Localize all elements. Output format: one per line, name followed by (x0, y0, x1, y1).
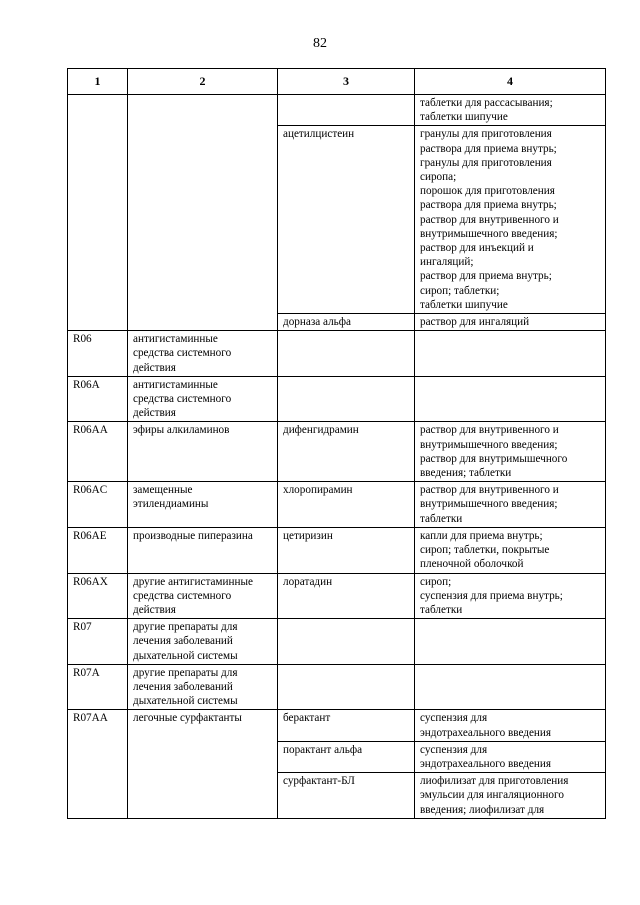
drug-name-cell: лоратадин (278, 573, 415, 619)
drug-table (67, 68, 606, 819)
atc-code-cell: R06AA (68, 422, 128, 482)
drug-name-cell: сурфактант-БЛ (278, 773, 415, 819)
atc-code-cell: R07A (68, 664, 128, 710)
dosage-forms-cell: таблетки для рассасывания; таблетки шипучие (415, 95, 606, 126)
drug-name-cell (278, 376, 415, 422)
table-header-row (68, 69, 606, 95)
drug-name-cell: порактант альфа (278, 741, 415, 772)
table-row (68, 95, 606, 126)
dosage-forms-cell: гранулы для приготовления раствора для приема внутрь; гранулы для приготовления сиропа; порошок для приготовления раствора для приема внутрь; раствор для внутривенного и внутримышечного введения; раствор для инъекций и ингаляций; раствор для приема внутрь; сироп; таблетки; таблетки шипучие (415, 126, 606, 314)
atc-code-cell: R06AX (68, 573, 128, 619)
dosage-forms-cell: сироп; суспензия для приема внутрь; таблетки (415, 573, 606, 619)
table-row (68, 331, 606, 377)
table-row (68, 710, 606, 741)
drug-name-cell (278, 331, 415, 377)
group-name-cell: антигистаминные средства системного действия (128, 376, 278, 422)
dosage-forms-cell (415, 664, 606, 710)
table-row (68, 376, 606, 422)
dosage-forms-cell (415, 619, 606, 665)
group-name-cell: легочные сурфактанты (128, 710, 278, 818)
drug-name-cell: дорназа альфа (278, 314, 415, 331)
table-row (68, 527, 606, 573)
atc-code-cell: R06 (68, 331, 128, 377)
dosage-forms-cell: лиофилизат для приготовления эмульсии для ингаляционного введения; лиофилизат для (415, 773, 606, 819)
column-header: 2 (128, 69, 278, 95)
atc-code-cell (68, 95, 128, 331)
group-name-cell: производные пиперазина (128, 527, 278, 573)
dosage-forms-cell: раствор для внутривенного и внутримышечного введения; таблетки (415, 482, 606, 528)
drug-name-cell (278, 664, 415, 710)
table-row (68, 482, 606, 528)
group-name-cell: замещенные этилендиамины (128, 482, 278, 528)
dosage-forms-cell: раствор для внутривенного и внутримышечного введения; раствор для внутримышечного введения; таблетки (415, 422, 606, 482)
dosage-forms-cell (415, 376, 606, 422)
group-name-cell: другие препараты для лечения заболеваний дыхательной системы (128, 619, 278, 665)
dosage-forms-cell: капли для приема внутрь; сироп; таблетки, покрытые пленочной оболочкой (415, 527, 606, 573)
drug-name-cell: ацетилцистеин (278, 126, 415, 314)
drug-name-cell: берактант (278, 710, 415, 741)
group-name-cell: другие препараты для лечения заболеваний дыхательной системы (128, 664, 278, 710)
column-header: 1 (68, 69, 128, 95)
atc-code-cell: R06AE (68, 527, 128, 573)
dosage-forms-cell: суспензия для эндотрахеального введения (415, 710, 606, 741)
dosage-forms-cell: суспензия для эндотрахеального введения (415, 741, 606, 772)
atc-code-cell: R06A (68, 376, 128, 422)
page-number: 82 (313, 36, 327, 51)
column-header: 4 (415, 69, 606, 95)
dosage-forms-cell: раствор для ингаляций (415, 314, 606, 331)
drug-name-cell: дифенгидрамин (278, 422, 415, 482)
group-name-cell (128, 95, 278, 331)
atc-code-cell: R07 (68, 619, 128, 665)
table-row (68, 664, 606, 710)
table-row (68, 573, 606, 619)
table-body (68, 95, 606, 819)
table-row (68, 422, 606, 482)
atc-code-cell: R07AA (68, 710, 128, 818)
dosage-forms-cell (415, 331, 606, 377)
group-name-cell: антигистаминные средства системного действия (128, 331, 278, 377)
group-name-cell: эфиры алкиламинов (128, 422, 278, 482)
drug-name-cell (278, 619, 415, 665)
table-row (68, 619, 606, 665)
drug-name-cell: цетиризин (278, 527, 415, 573)
atc-code-cell: R06AC (68, 482, 128, 528)
drug-name-cell (278, 95, 415, 126)
column-header: 3 (278, 69, 415, 95)
drug-name-cell: хлоропирамин (278, 482, 415, 528)
group-name-cell: другие антигистаминные средства системного действия (128, 573, 278, 619)
